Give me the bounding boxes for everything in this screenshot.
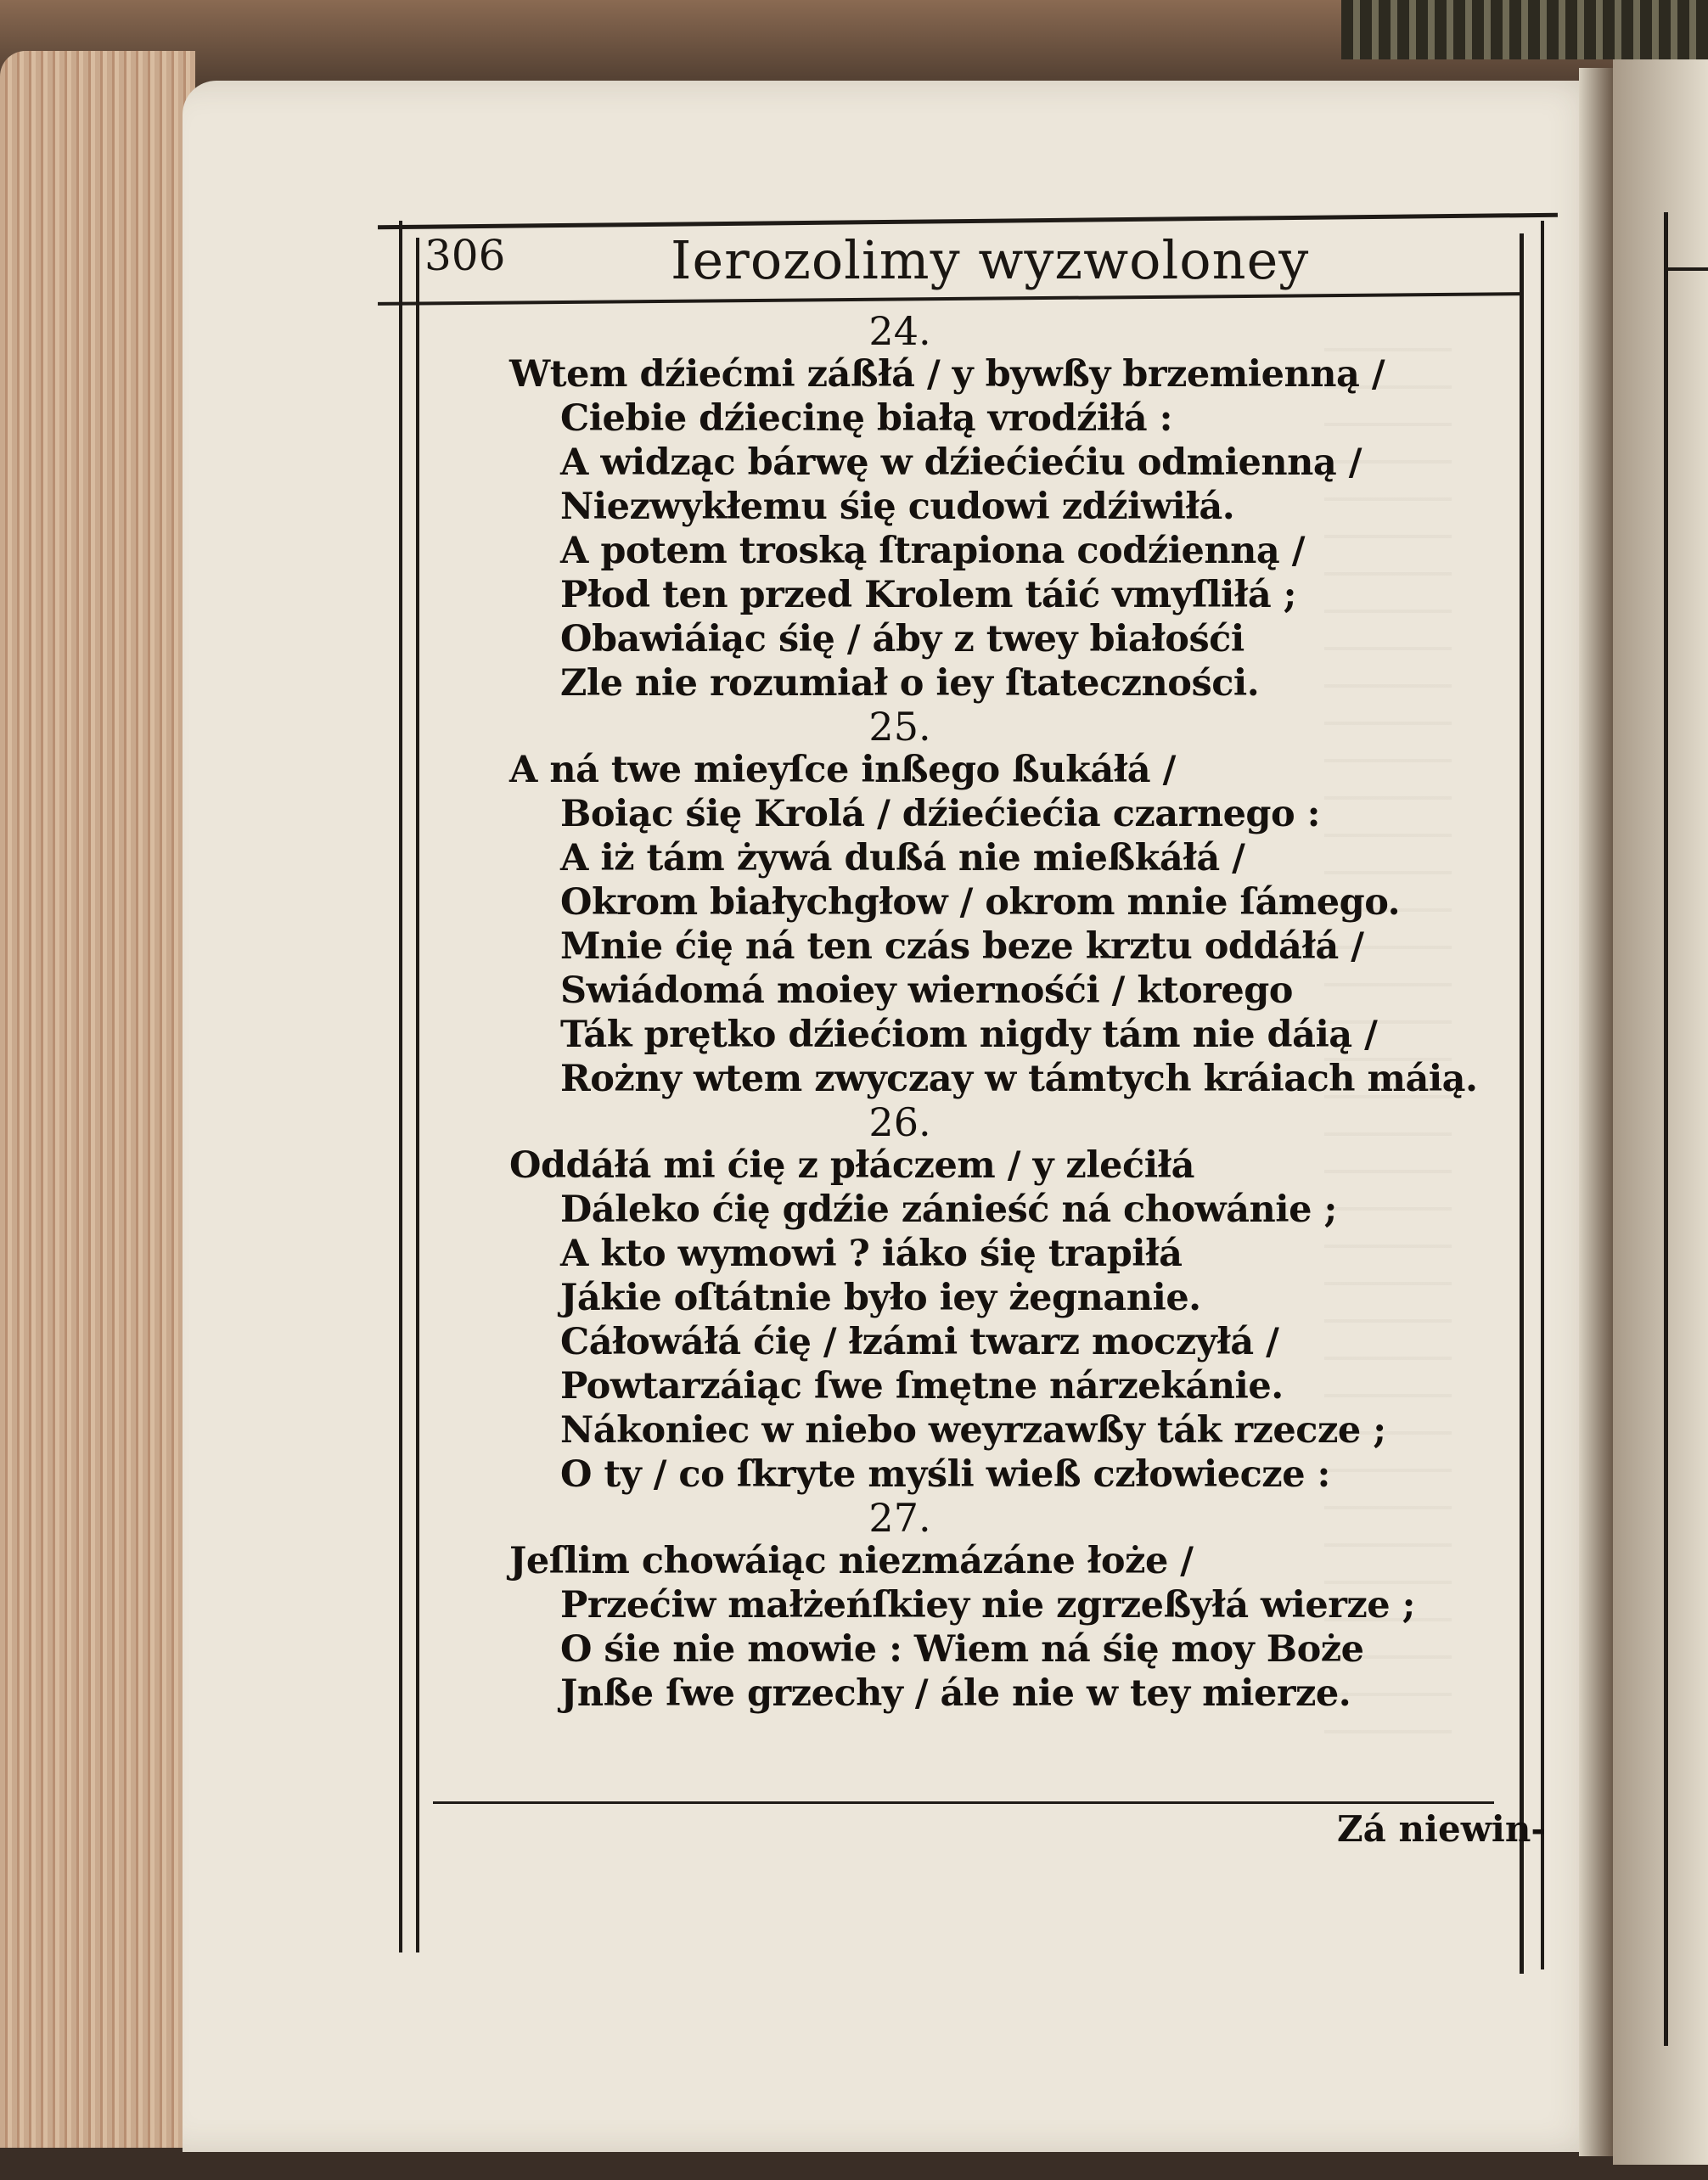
verse-line: Swiádomá moiey wiernośći / ktorego [560,969,1293,1012]
verse-line: A kto wymowi ? iáko śię trapiłá [560,1233,1183,1275]
verse-line: Zle nie rozumiał o iey ſtateczności. [560,662,1260,705]
running-title: Ierozolimy wyzwoloney [671,229,1310,291]
stanza-number: 27. [868,1495,931,1541]
verse-line: Jeſlim chowáiąc niezmázáne łoże / [509,1540,1194,1582]
spine-headband [1341,0,1708,59]
frame-rule [399,221,402,1952]
page-number: 306 [424,231,506,280]
frame-rule [433,1801,1494,1804]
verse-line: Obawiáiąc śię / áby z twey białośći [560,618,1244,660]
poem-text [509,308,1478,1716]
verse-line: Rożny wtem zwyczay w támtych kráiach máią. [560,1058,1478,1100]
stanza [509,704,1478,1101]
verse-line: Boiąc śię Krolá / dźiećiećia czarnego : [560,793,1321,835]
stanza-number: 24. [868,308,931,354]
stanza [509,1101,1460,1497]
facing-page [1613,59,1708,2165]
frame-rule [416,238,419,1952]
verse-line: Jákie oſtátnie było iey żegnanie. [560,1277,1201,1319]
verse-line: A widząc bárwę w dźiećiećiu odmienną / [560,441,1362,484]
verse-line: A potem troską ſtrapiona codźienną / [560,530,1305,572]
stanza-number: 25. [868,704,931,750]
verse-line: Wtem dźiećmi záßłá / y bywßy brzemienną / [509,353,1385,396]
verse-line: Oddáłá mi ćię z płáczem / y zlećiłá [509,1144,1194,1187]
stanza [509,1497,1460,1716]
verse-line: Dáleko ćię gdźie zánieść ná chowánie ; [560,1188,1337,1231]
verse-line: Nákoniec w niebo weyrzawßy ták rzecze ; [560,1409,1386,1452]
verse-line: Okrom białychgłow / okrom mnie ſámego. [560,881,1401,924]
stanza [509,310,1460,705]
verse-line: Mnie ćię ná ten czás beze krztu oddáłá / [560,925,1364,968]
verse-line: Przećiw małżeńſkiey nie zgrzeßyłá wierze ; [560,1584,1416,1627]
facing-page-rule [1664,212,1668,2046]
verse-line: Jnße ſwe grzechy / ále nie w tey mierze. [560,1672,1351,1715]
book-gutter [1579,68,1613,2156]
frame-rule [1520,233,1524,1974]
stanza-number: 26. [868,1099,931,1145]
verse-line: A ná twe mieyſce inßego ßukáłá / [509,749,1176,791]
verse-line: Ták prętko dźiećiom nigdy tám nie dáią / [560,1014,1378,1056]
verse-line: Ciebie dźiecinę białą vrodźiłá : [560,397,1172,440]
verse-line: Niezwykłemu śię cudowi zdźiwiłá. [560,486,1235,528]
page-edges [0,51,195,2148]
facing-page-rule [1664,267,1708,271]
verse-line: O ty / co ſkryte myśli wieß człowiecze : [560,1453,1330,1496]
catchword: Zá niewin- [1337,1808,1546,1850]
verse-line: Powtarzáiąc ſwe ſmętne nárzekánie. [560,1365,1284,1407]
frame-rule [1541,221,1544,1969]
verse-line: Płod ten przed Krolem táić vmyſliłá ; [560,574,1297,616]
verse-line: Cáłowáłá ćię / łzámi twarz moczyłá / [560,1321,1279,1363]
verse-line: O śie nie mowie : Wiem ná śię moy Boże [560,1628,1364,1671]
verse-line: A iż tám żywá dußá nie mießkáłá / [560,837,1245,879]
